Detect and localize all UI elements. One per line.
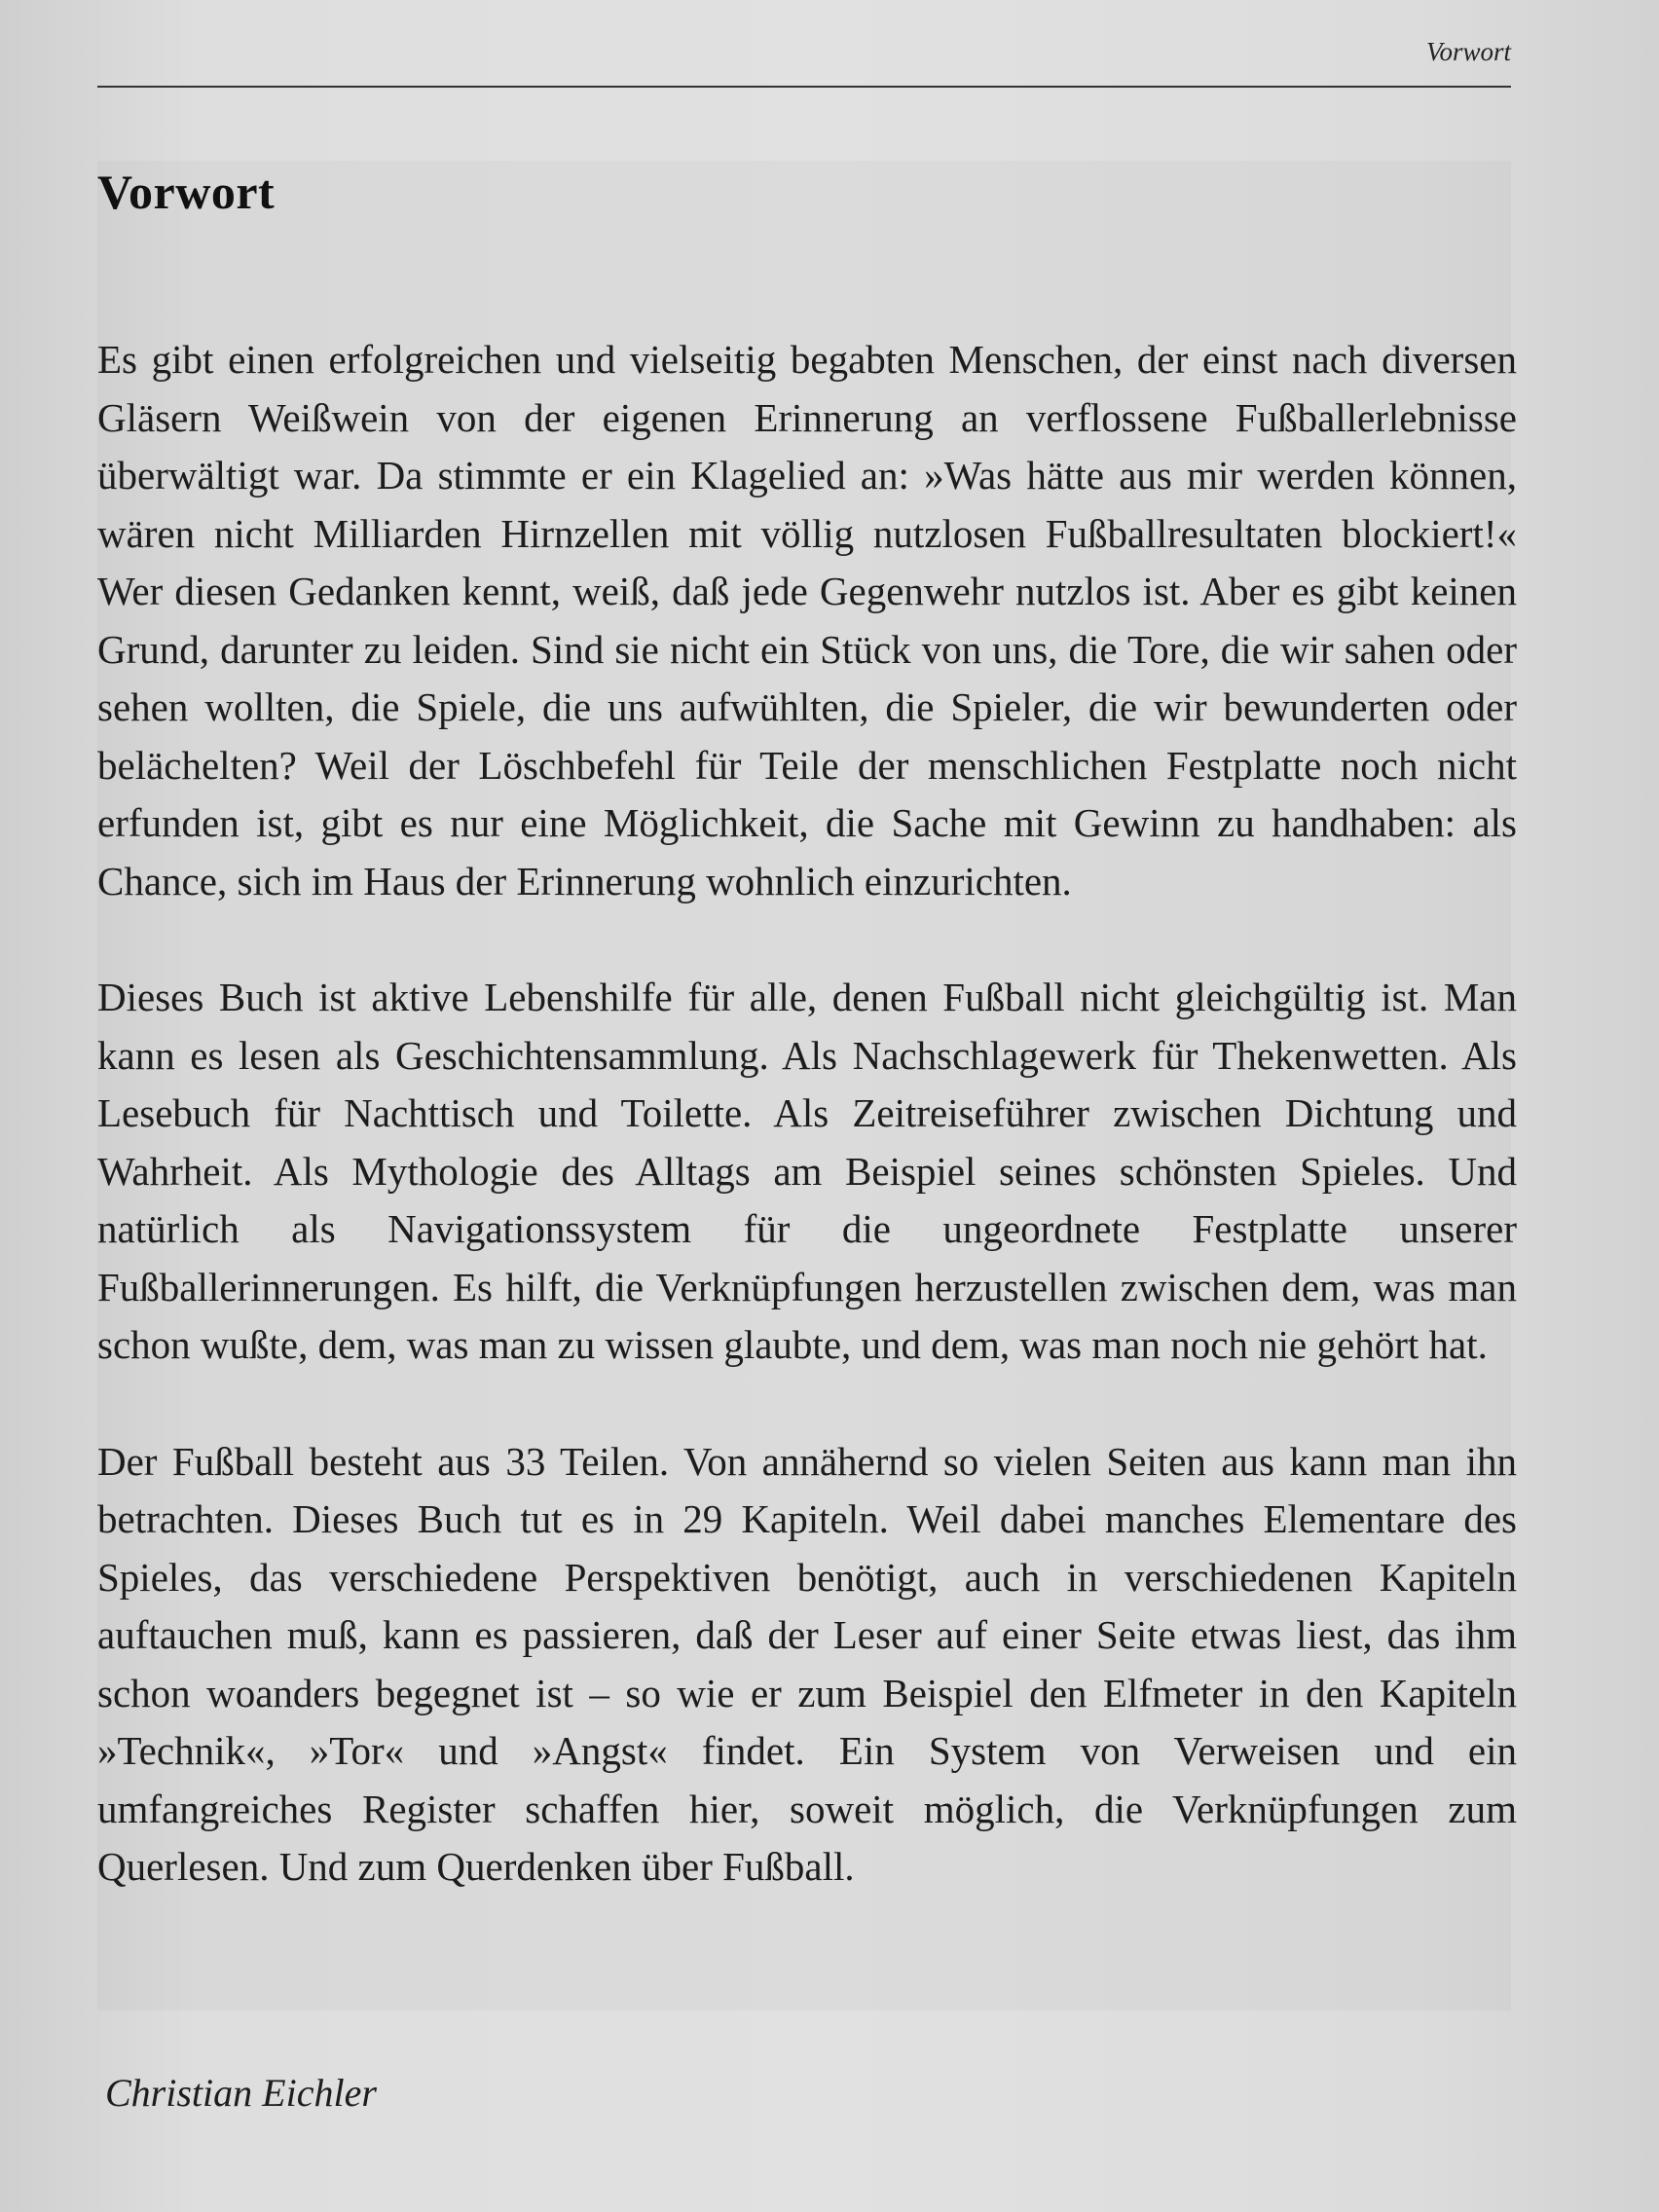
- paragraph-1: Es gibt einen erfolgreichen und vielseitig begabten Menschen, der einst nach diversen Gläsern Weißwein von der eigenen Erinnerung an verflossene Fußballerlebnisse überwältigt war. Da stimmte er ein Klagelied an: »Was hätte aus mir werden können, wären nicht Milliarden Hirnzellen mit völlig nutzlosen Fußballresultaten blockiert!« Wer diesen Gedanken kennt, weiß, daß jede Gegenwehr nutzlos ist. Aber es gibt keinen Grund, darunter zu leiden. Sind sie nicht ein Stück von uns, die Tore, die wir sahen oder sehen wollten, die Spiele, die uns aufwühlten, die Spieler, die wir bewunderten oder belächelten? Weil der Löschbefehl für Teile der menschlichen Festplatte noch nicht erfunden ist, gibt es nur eine Möglichkeit, die Sache mit Gewinn zu handhaben: als Chance, sich im Haus der Erinnerung wohnlich einzurichten.: [97, 337, 1517, 903]
- paragraph-3: Der Fußball besteht aus 33 Teilen. Von annähernd so vielen Seiten aus kann man ihn betrachten. Dieses Buch tut es in 29 Kapiteln. Weil dabei manches Elementare des Spieles, das verschiedene Perspektiven benötigt, auch in verschiedenen Kapiteln auftauchen muß, kann es passieren, daß der Leser auf einer Seite etwas liest, das ihm schon woanders begegnet ist – so wie er zum Beispiel den Elfmeter in den Kapiteln »Technik«, »Tor« und »Angst« findet. Ein System von Verweisen und ein umfangreiches Register schaffen hier, soweit möglich, die Verknüpfungen zum Querlesen. Und zum Querdenken über Fußball.: [97, 1438, 1517, 1889]
- page-title: Vorwort: [97, 165, 276, 219]
- body-text: [97, 331, 1517, 1955]
- author-signature: Christian Eichler: [105, 2071, 377, 2115]
- running-head-label: Vorwort: [1425, 37, 1511, 66]
- paragraph-2: Dieses Buch ist aktive Lebenshilfe für alle, denen Fußball nicht gleichgültig ist. Man kann es lesen als Geschichtensammlung. Als Nachschlagewerk für Thekenwetten. Als Lesebuch für Nachttisch und Toilette. Als Zeitreiseführer zwischen Dichtung und Wahrheit. Als Mythologie des Alltags am Beispiel seines schönsten Spieles. Und natürlich als Navigationssystem für die ungeordnete Festplatte unserer Fußballerinnerungen. Es hilft, die Verknüpfungen herzustellen zwischen dem, was man schon wußte, dem, was man zu wissen glaubte, und dem, was man noch nie gehört hat.: [97, 975, 1517, 1367]
- running-head: [97, 29, 1511, 88]
